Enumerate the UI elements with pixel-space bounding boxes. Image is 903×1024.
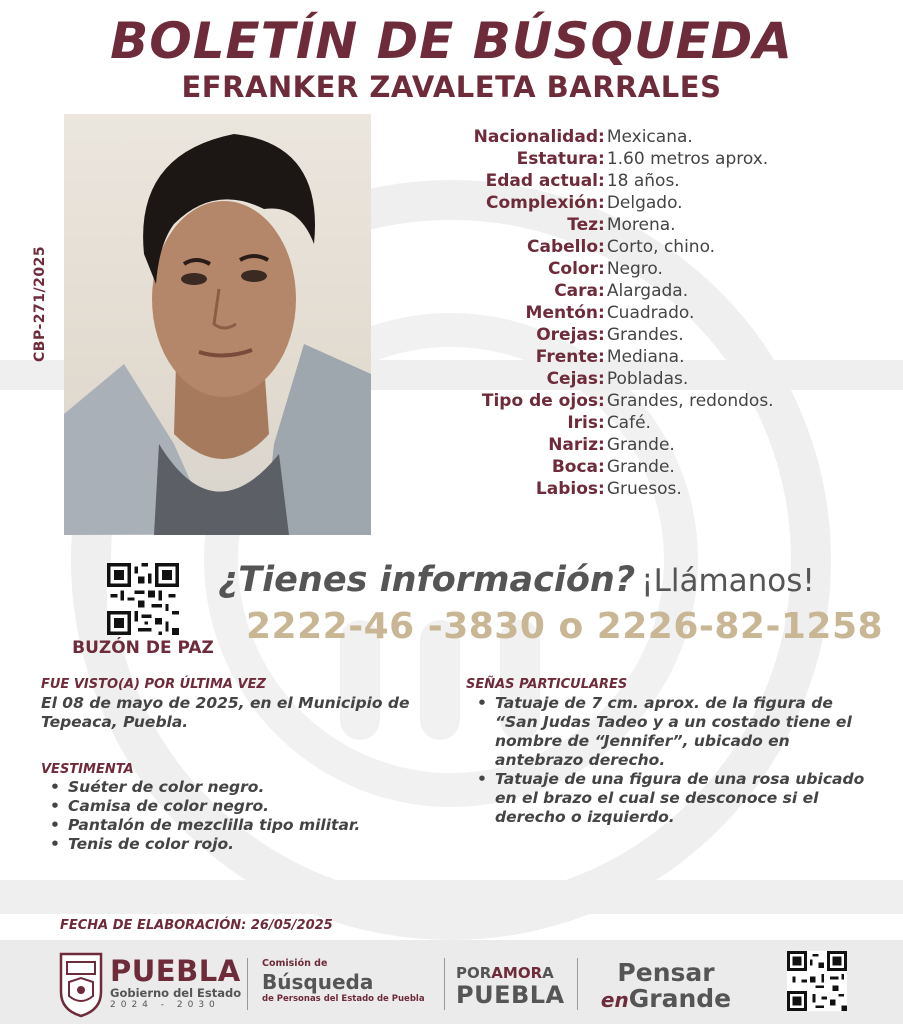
pensar-grande: Grande	[628, 984, 732, 1013]
pensar-en-grande-logo	[596, 960, 736, 1013]
trait-label: Tez	[567, 215, 598, 235]
puebla-logo-text: PUEBLA	[110, 954, 241, 988]
trait-value: Grandes.	[606, 325, 684, 345]
portrait-illustration	[64, 114, 371, 535]
footer-divider	[444, 958, 445, 1010]
trait-row: Color : Negro.	[420, 258, 880, 280]
trait-value: Pobladas.	[606, 369, 689, 389]
trait-row: Orejas : Grandes.	[420, 324, 880, 346]
puebla-logo-subtitle: Gobierno del Estado	[110, 986, 242, 1000]
trait-row: Iris : Café.	[420, 412, 880, 434]
trait-row: Cejas : Pobladas.	[420, 368, 880, 390]
trait-label: Cara	[554, 281, 598, 301]
qr-code-icon[interactable]	[107, 563, 179, 635]
trait-label: Tipo de ojos	[481, 391, 598, 411]
trait-value: Mediana.	[606, 347, 685, 367]
trait-label: Color	[547, 259, 598, 279]
marks-title: SEÑAS PARTICULARES	[466, 677, 628, 692]
puebla-logo-years: 2024 - 2030	[110, 1000, 220, 1010]
trait-value: 18 años.	[606, 171, 680, 191]
footer-divider	[577, 958, 578, 1010]
missing-person-photo	[64, 114, 371, 535]
qr-code-icon[interactable]	[787, 951, 847, 1011]
list-item: • Tatuaje de una figura de una rosa ubicado en el brazo el cual se desconoce si el derecho o izquierdo.	[475, 770, 865, 827]
trait-value: Grande.	[606, 457, 675, 477]
trait-label: Cabello	[527, 237, 598, 257]
pensar-text: Pensar	[617, 958, 715, 987]
coat-of-arms-icon	[57, 948, 105, 1018]
por-amor-top	[456, 964, 565, 982]
list-item: • Suéter de color negro.	[48, 778, 428, 797]
trait-label: Frente	[535, 347, 598, 367]
comision-logo-main: Búsqueda	[262, 970, 374, 994]
trait-row: Nacionalidad : Mexicana.	[420, 126, 880, 148]
en-grande-text	[596, 986, 736, 1013]
trait-value: Gruesos.	[606, 479, 682, 499]
trait-label: Estatura	[516, 149, 598, 169]
last-seen-text: El 08 de mayo de 2025, en el Municipio de Tepeaca, Puebla.	[41, 694, 410, 731]
trait-value: Negro.	[606, 259, 663, 279]
trait-label: Labios	[535, 479, 598, 499]
por-amor-a: A	[542, 964, 554, 982]
trait-value: 1.60 metros aprox.	[606, 149, 769, 169]
list-item: • Tatuaje de 7 cm. aprox. de la figura de “San Judas Tadeo y a un costado tiene el nombre de “Jennifer”, ubicado en antebrazo derecho.	[475, 694, 865, 770]
trait-label: Nariz	[548, 435, 598, 455]
call-text: ¡Llámanos!	[641, 563, 815, 599]
trait-row: Boca : Grande.	[420, 456, 880, 478]
list-item: • Pantalón de mezclilla tipo militar.	[48, 816, 428, 835]
elaboration-date: FECHA DE ELABORACIÓN: 26/05/2025	[60, 918, 333, 933]
comision-logo-subtitle: de Personas del Estado de Puebla	[262, 994, 425, 1004]
trait-value: Café.	[606, 413, 651, 433]
trait-value: Grandes, redondos.	[606, 391, 774, 411]
trait-row: Labios : Gruesos.	[420, 478, 880, 500]
puebla-government-logo	[110, 956, 241, 1011]
clothing-title: VESTIMENTA	[41, 762, 134, 777]
buzon-de-paz-label: BUZÓN DE PAZ	[72, 638, 214, 658]
por-amor-por: POR	[456, 964, 492, 982]
trait-value: Mexicana.	[606, 127, 693, 147]
list-item: • Camisa de color negro.	[48, 797, 428, 816]
trait-label: Nacionalidad	[473, 127, 598, 147]
marks-list	[475, 694, 865, 827]
trait-value: Grande.	[606, 435, 675, 455]
trait-row: Frente : Mediana.	[420, 346, 880, 368]
trait-label: Iris	[567, 413, 598, 433]
bulletin-title: BOLETÍN DE BÚSQUEDA	[110, 12, 793, 70]
footer-divider	[247, 958, 248, 1010]
trait-row: Tez : Morena.	[420, 214, 880, 236]
por-amor-main: PUEBLA	[456, 981, 565, 1009]
trait-label: Orejas	[536, 325, 598, 345]
case-number: CBP-271/2025	[32, 245, 48, 362]
comision-logo-top: Comisión de	[262, 958, 328, 969]
trait-value: Alargada.	[606, 281, 689, 301]
contact-prompt	[218, 560, 815, 600]
trait-row: Tipo de ojos : Grandes, redondos.	[420, 390, 880, 412]
trait-label: Edad actual	[485, 171, 598, 191]
trait-value: Delgado.	[606, 193, 683, 213]
trait-row: Complexión : Delgado.	[420, 192, 880, 214]
trait-row: Nariz : Grande.	[420, 434, 880, 456]
trait-value: Cuadrado.	[606, 303, 695, 323]
trait-value: Morena.	[606, 215, 676, 235]
question-text: ¿Tienes información?	[218, 560, 636, 600]
list-item: • Tenis de color rojo.	[48, 835, 428, 854]
physical-traits-list	[420, 126, 880, 500]
missing-person-name: EFRANKER ZAVALETA BARRALES	[181, 70, 722, 104]
trait-row: Cabello : Corto, chino.	[420, 236, 880, 258]
trait-label: Cejas	[546, 369, 598, 389]
last-seen-title: FUE VISTO(A) POR ÚLTIMA VEZ	[41, 677, 266, 692]
trait-label: Mentón	[525, 303, 598, 323]
phone-numbers[interactable]: 2222-46 -3830 o 2226-82-1258	[246, 606, 884, 647]
trait-row: Edad actual : 18 años.	[420, 170, 880, 192]
por-amor-a-puebla-logo	[456, 964, 565, 1008]
trait-value: Corto, chino.	[606, 237, 716, 257]
pensar-en: en	[600, 988, 629, 1012]
trait-row: Cara : Alargada.	[420, 280, 880, 302]
por-amor-amor: AMOR	[491, 964, 543, 982]
comision-busqueda-logo	[262, 958, 442, 1005]
trait-row: Mentón : Cuadrado.	[420, 302, 880, 324]
trait-label: Boca	[551, 457, 598, 477]
trait-row: Estatura : 1.60 metros aprox.	[420, 148, 880, 170]
clothing-list	[48, 778, 428, 854]
trait-label: Complexión	[486, 193, 598, 213]
